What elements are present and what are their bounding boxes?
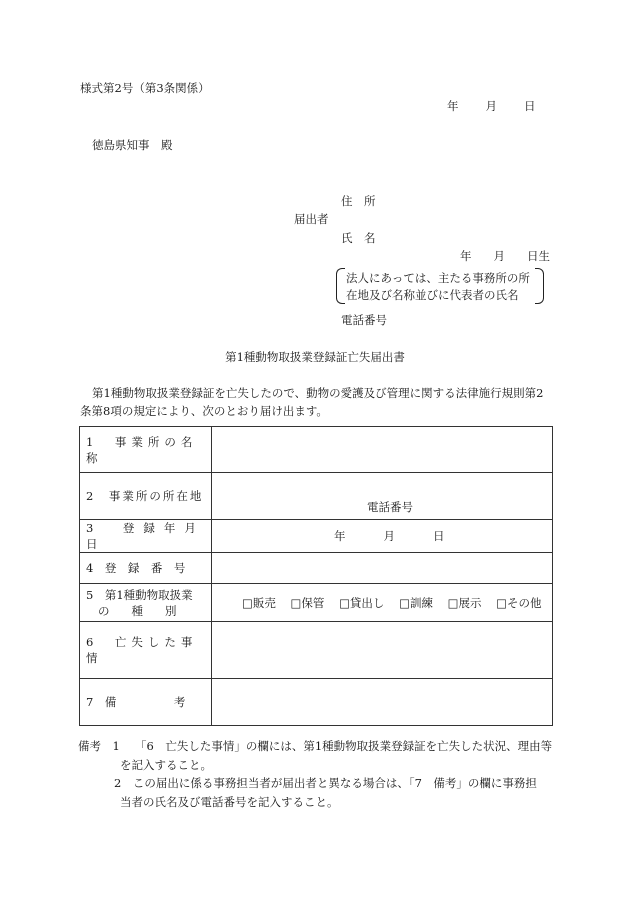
left-bracket xyxy=(336,268,345,304)
note2-line1: 2 この届出に係る事務担当者が届出者と異なる場合は、「7 備考」の欄に事務担 xyxy=(114,776,537,790)
option-training-checkbox[interactable]: □訓練 xyxy=(399,595,433,610)
phone-label: 電話番号 xyxy=(341,313,387,327)
name-label: 氏 名 xyxy=(341,231,376,245)
table-row xyxy=(80,427,553,473)
registration-date-label: 3 登録年月日 xyxy=(80,520,212,553)
document-title: 第1種動物取扱業登録証亡失届出書 xyxy=(225,350,405,364)
reg-day: 日 xyxy=(433,529,445,543)
birth-month: 月 xyxy=(493,249,505,263)
birth-date xyxy=(460,248,550,264)
submission-date xyxy=(447,98,536,114)
birth-day: 日生 xyxy=(527,249,550,263)
notes-heading: 備考 1 xyxy=(78,739,120,753)
table-row xyxy=(80,584,553,622)
office-address-label: 2 事業所の所在地 xyxy=(80,473,212,520)
option-rental-checkbox[interactable]: □貸出し xyxy=(339,595,385,610)
office-phone-label: 電話番号 xyxy=(367,500,413,514)
remarks-field[interactable] xyxy=(212,679,553,726)
table-row xyxy=(80,679,553,726)
business-type-label: 5 第1種動物取扱業 の種別 xyxy=(80,584,212,622)
registration-date-field[interactable] xyxy=(212,520,553,553)
body-line1: 第1種動物取扱業登録証を亡失したので、動物の愛護及び管理に関する法律施行規則第2 xyxy=(92,386,544,400)
birth-year: 年 xyxy=(460,249,472,263)
addressee: 徳島県知事 殿 xyxy=(92,138,173,152)
office-name-label: 1 事業所の名称 xyxy=(80,427,212,473)
table-row xyxy=(80,553,553,584)
registration-table xyxy=(79,426,553,726)
corporate-note-line2: 在地及び名称並びに代表者の氏名 xyxy=(346,288,519,302)
office-name-field[interactable] xyxy=(212,427,553,473)
note2-line2: 当者の氏名及び電話番号を記入すること。 xyxy=(120,795,339,809)
remarks-label: 7 備 考 xyxy=(80,679,212,726)
option-exhibition-checkbox[interactable]: □展示 xyxy=(447,595,482,610)
office-address-field[interactable] xyxy=(212,473,553,520)
note1-line2: を記入すること。 xyxy=(120,758,212,772)
registration-number-field[interactable] xyxy=(212,553,553,584)
date-month: 月 xyxy=(485,99,497,113)
right-bracket xyxy=(535,268,544,304)
reg-year: 年 xyxy=(334,529,346,543)
loss-circumstances-field[interactable] xyxy=(212,622,553,679)
registration-number-label: 4 登 録 番 号 xyxy=(80,553,212,584)
table-row xyxy=(80,520,553,553)
date-year: 年 xyxy=(447,99,459,113)
form-number: 様式第2号（第3条関係） xyxy=(80,81,210,95)
option-storage-checkbox[interactable]: □保管 xyxy=(290,595,325,610)
corporate-note xyxy=(336,268,544,304)
reg-month: 月 xyxy=(383,529,395,543)
table-row xyxy=(80,622,553,679)
option-other-checkbox[interactable]: □その他 xyxy=(496,595,542,610)
loss-circumstances-label: 6 亡失した事情 xyxy=(80,622,212,679)
applicant-label: 届出者 xyxy=(294,212,329,226)
business-type-options xyxy=(212,584,553,622)
corporate-note-line1: 法人にあっては、主たる事務所の所 xyxy=(346,271,530,285)
option-sales-checkbox[interactable]: □販売 xyxy=(242,595,276,610)
address-label: 住 所 xyxy=(341,194,376,208)
table-row xyxy=(80,473,553,520)
note1-line1: 「6 亡失した事情」の欄には、第1種動物取扱業登録証を亡失した状況、理由等 xyxy=(135,739,553,753)
body-line2: 条第8項の規定により、次のとおり届け出ます。 xyxy=(80,404,328,418)
date-day: 日 xyxy=(524,99,536,113)
